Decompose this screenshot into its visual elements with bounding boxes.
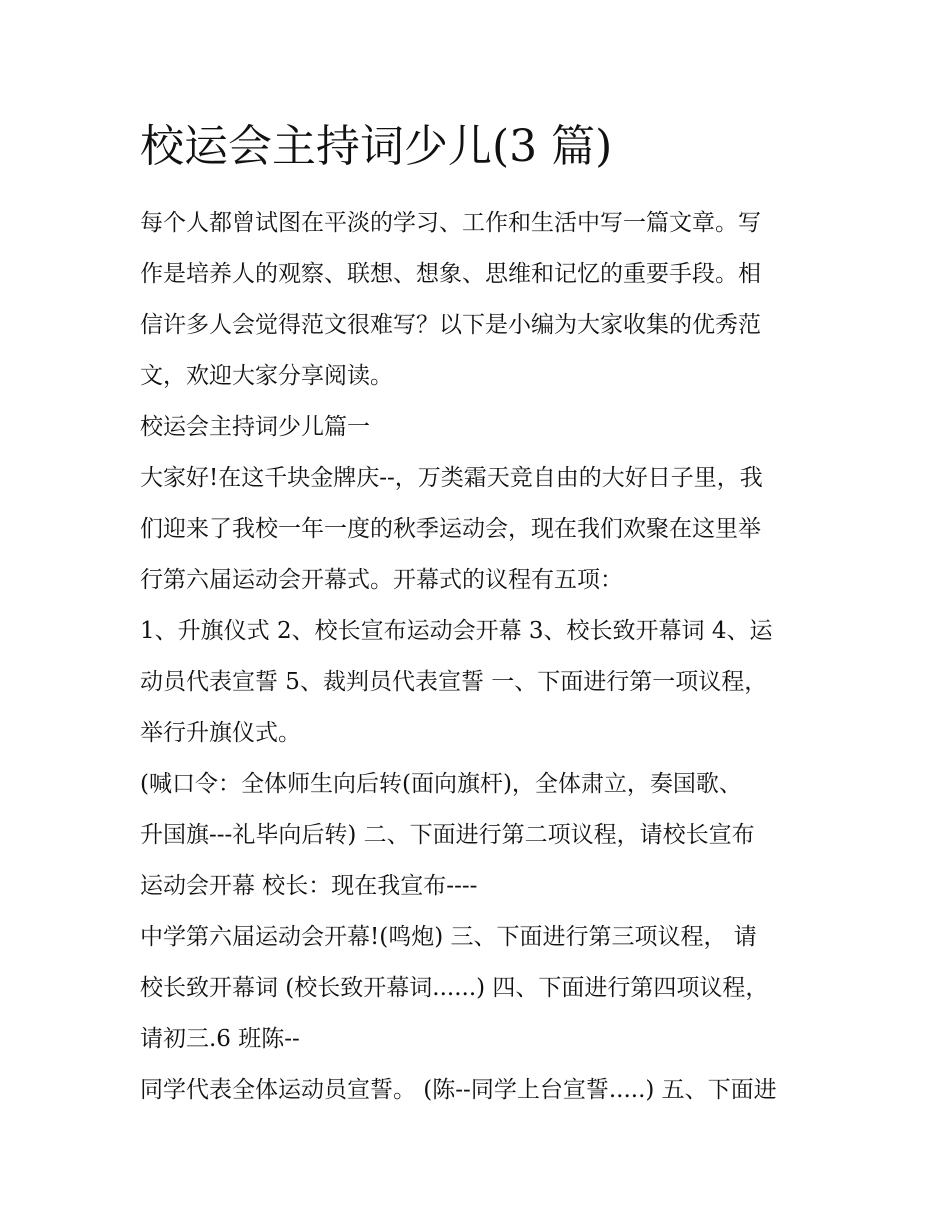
document-title: 校运会主持词少儿(3 篇) [140,121,613,172]
text-line: 每个人都曾试图在平淡的学习、工作和生活中写一篇文章。写 [140,210,761,236]
document-body [140,198,820,1116]
text-line: 们迎来了我校一年一度的秋季运动会，现在我们欢聚在这里举 [140,516,761,542]
text-line: 举行升旗仪式。 [140,720,301,746]
text-line: 行第六届运动会开幕式。开幕式的议程有五项： [140,567,623,593]
section-heading: 校运会主持词少儿篇一 [140,414,370,440]
text-line: 文，欢迎大家分享阅读。 [140,363,393,389]
text-line: 动员代表宣誓 5、裁判员代表宣誓 一、下面进行第一项议程， [140,669,768,695]
text-line: (喊口令：全体师生向后转(面向旗杆)，全体肃立，奏国歌、 [140,771,742,797]
text-line: 信许多人会觉得范文很难写？以下是小编为大家收集的优秀范 [140,312,761,338]
text-line: 作是培养人的观察、联想、想象、思维和记忆的重要手段。相 [140,261,761,287]
text-line: 请初三.6 班陈-- [140,1026,300,1052]
text-line: 同学代表全体运动员宣誓。 (陈--同学上台宣誓.....) 五、下面进 [140,1077,777,1103]
text-line: 校长致开幕词 (校长致开幕词......) 四、下面进行第四项议程， [140,975,769,1001]
text-line: 升国旗---礼毕向后转) 二、下面进行第二项议程，请校长宣布 [140,822,755,848]
text-line: 中学第六届运动会开幕!(鸣炮) 三、下面进行第三项议程， 请 [140,924,757,950]
text-line: 1、升旗仪式 2、校长宣布运动会开幕 3、校长致开幕词 4、运 [140,618,773,644]
text-line: 运动会开幕 校长：现在我宣布---- [140,873,478,899]
text-line: 大家好!在这千块金牌庆--，万类霜天竞自由的大好日子里，我 [140,465,763,491]
